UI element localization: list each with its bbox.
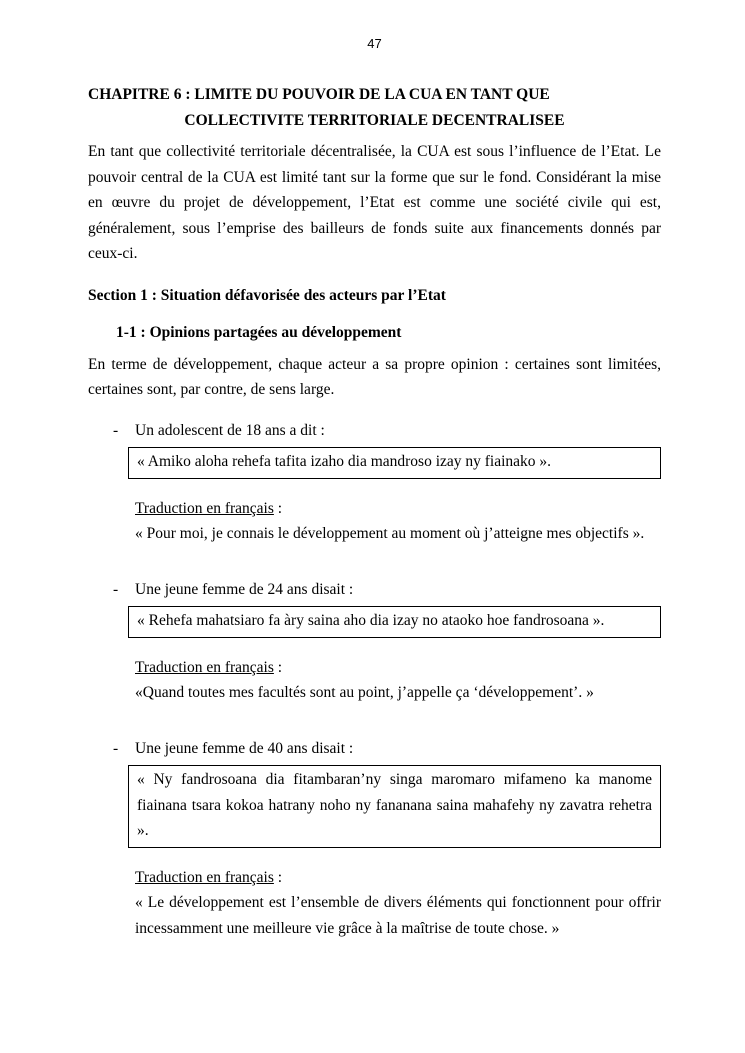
item-intro bbox=[88, 736, 661, 762]
list-dash: - bbox=[113, 739, 119, 757]
quote-box: « Rehefa mahatsiaro fa àry saina aho dia izay no ataoko hoe fandrosoana ». bbox=[128, 606, 661, 638]
traduction-colon: : bbox=[273, 658, 283, 676]
quote-box: « Ny fandrosoana dia fitambaran’ny singa maromaro mifameno ka manome fiainana tsara kokoa hatrany noho ny fananana saina mahafehy ny zavatra rehetra ». bbox=[128, 765, 661, 848]
traduction-colon: : bbox=[273, 499, 283, 517]
list-dash: - bbox=[113, 580, 119, 598]
page-number: 47 bbox=[367, 36, 382, 51]
list-dash: - bbox=[113, 421, 119, 439]
traduction-heading bbox=[135, 655, 661, 681]
traduction-label: Traduction en français bbox=[135, 868, 274, 886]
intro-paragraph: En tant que collectivité territoriale décentralisée, la CUA est sous l’influence de l’Etat. Le pouvoir central de la CUA est limité tant sur la forme que sur le fond. Considérant la mise en œuvre du projet de développement, l’Etat est comme une société civile qui est, généralement, sous l’emprise des bailleurs de fonds suite aux financements donnés par ceux-ci. bbox=[88, 143, 661, 262]
section-1-paragraph: En terme de développement, chaque acteur a sa propre opinion : certaines sont limitées, certaines sont, par contre, de sens large. bbox=[88, 355, 661, 398]
item-intro-text: Un adolescent de 18 ans a dit : bbox=[135, 421, 325, 439]
item-intro-text: Une jeune femme de 24 ans disait : bbox=[135, 580, 354, 598]
section-1-1-subheading: 1-1 : Opinions partagées au développement bbox=[116, 324, 402, 341]
item-intro bbox=[88, 418, 661, 444]
traduction-label: Traduction en français bbox=[135, 499, 274, 517]
quote-item-femme-24 bbox=[88, 577, 661, 706]
traduction-colon: : bbox=[273, 868, 283, 886]
quote-box: « Amiko aloha rehefa tafita izaho dia mandroso izay ny fiainako ». bbox=[128, 447, 661, 479]
item-intro-text: Une jeune femme de 40 ans disait : bbox=[135, 739, 354, 757]
chapter-title bbox=[88, 82, 661, 133]
traduction-heading bbox=[135, 865, 661, 891]
traduction-label: Traduction en français bbox=[135, 658, 274, 676]
section-1-heading: Section 1 : Situation défavorisée des acteurs par l’Etat bbox=[88, 286, 446, 304]
quote-item-adolescent-18 bbox=[88, 418, 661, 547]
chapter-title-line1: CHAPITRE 6 : LIMITE DU POUVOIR DE LA CUA EN TANT QUE bbox=[88, 86, 550, 103]
chapter-title-line2: COLLECTIVITE TERRITORIALE DECENTRALISEE bbox=[184, 111, 565, 129]
translation-text: «Quand toutes mes facultés sont au point, j’appelle ça ‘développement’. » bbox=[135, 684, 594, 701]
quote-item-femme-40 bbox=[88, 736, 661, 942]
item-intro bbox=[88, 577, 661, 603]
traduction-heading bbox=[135, 496, 661, 522]
translation-text: « Le développement est l’ensemble de divers éléments qui fonctionnent pour offrir incessamment une meilleure vie grâce à la maîtrise de toute chose. » bbox=[135, 894, 661, 937]
translation-text: « Pour moi, je connais le développement au moment où j’atteigne mes objectifs ». bbox=[135, 525, 645, 542]
